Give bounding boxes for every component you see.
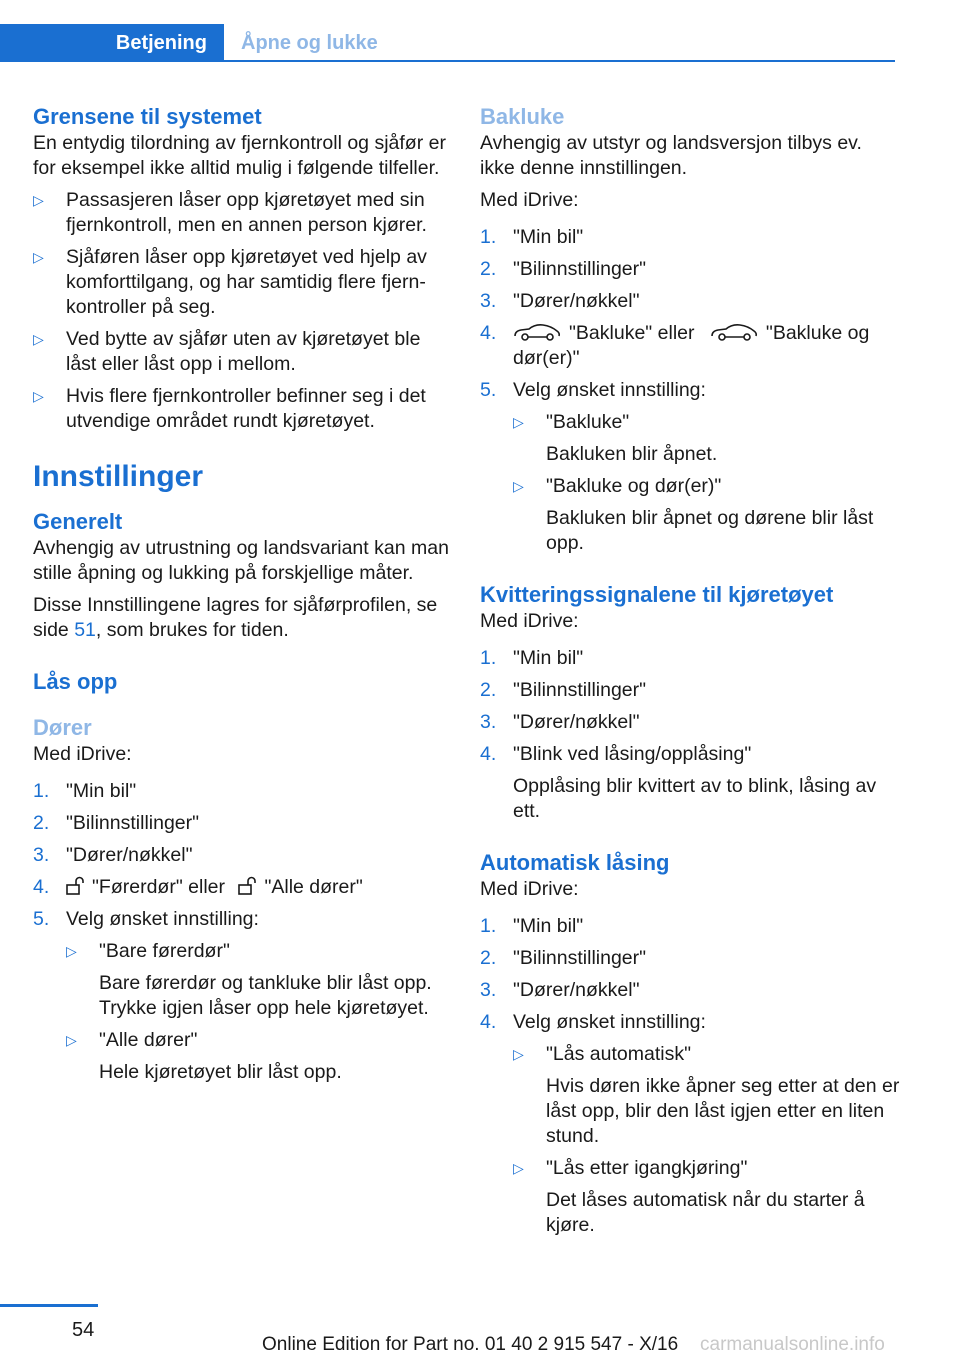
list-item: 2. "Bilinnstillinger" [480,947,647,969]
page-header [0,24,895,62]
bullet-icon: ▷ [513,414,524,430]
section-tab: Åpne og lukke [241,32,378,54]
list-item: 1. "Min bil" [480,915,584,937]
list-item: ▷ Hvis flere fjernkontroller befinner seg i det utvendige området rundt kjøretøyet. [33,385,426,432]
ack-heading: Kvitteringssignalene til kjøretøyet [480,582,834,607]
bullet-icon: ▷ [66,943,77,959]
list-item: 4. "Bakluke" eller "Bakluke og dør(er)" [480,322,870,369]
bullet-icon: ▷ [33,388,44,404]
list-item: ▷ Sjåføren låser opp kjøretøyet ved hjelp av komforttilgang, og har samtidig flere fjernkontroller på seg. [33,246,427,318]
tailgate-heading: Bakluke [480,104,565,129]
tailgate-idrive: Med iDrive: [480,189,579,211]
auto-intro: Med iDrive: [480,878,579,900]
auto-lock-heading: Automatisk låsing [480,850,670,875]
auto-options [513,1042,900,1238]
list-item: 1. "Min bil" [33,780,137,802]
header-rule [0,60,895,62]
left-column [33,103,453,1092]
tailgate-steps [480,225,900,556]
list-item: 4. Velg ønsket innstilling: [480,1011,706,1033]
limits-heading: Grensene til systemet [33,104,262,129]
list-item: 5. Velg ønsket innstilling: [480,379,706,401]
general-heading: Generelt [33,509,123,534]
list-item: ▷ "Bakluke" Bakluken blir åpnet. [513,411,718,465]
ack-intro: Med iDrive: [480,610,579,632]
list-item: 3. "Dører/nøkkel" [480,979,640,1001]
bullet-icon: ▷ [513,1160,524,1176]
edition-text: Online Edition for Part no. 01 40 2 915 547 - X/16 [262,1334,679,1355]
list-item: 1. "Min bil" [480,647,584,669]
list-item: ▷ "Alle dører" Hele kjøretøyet blir låst opp. [66,1029,342,1083]
ack-steps [480,646,900,824]
right-column [480,103,900,1245]
tailgate-options [513,410,900,556]
car-icon [710,322,758,342]
doors-heading: Dører [33,715,92,740]
settings-heading: Innstillinger [33,460,204,493]
tailgate-intro: Avhengig av utstyr og landsversjon tilbys ev. ikke denne innstillingen. [480,132,862,179]
list-item: 4. "Førerdør" eller "Alle dører" [33,876,363,898]
car-icon [513,322,561,342]
list-item: ▷ Passasjeren låser opp kjøretøyet med sin fjernkontroll, men en annen person kjører. [33,189,427,236]
footer-rule [0,1304,98,1307]
list-item: ▷ "Bakluke og dør(er)" Bakluken blir åpnet og dørene blir låst opp. [513,475,874,554]
list-item: ▷ Ved bytte av sjåfør uten av kjøretøyet ble låst eller låst opp i mellom. [33,328,421,375]
bullet-icon: ▷ [33,331,44,347]
list-item: 2. "Bilinnstillinger" [480,258,647,280]
list-item: ▷ "Lås automatisk" Hvis døren ikke åpner seg etter at den er låst opp, blir den låst igjen etter en liten stund. [513,1043,900,1147]
list-item: 3. "Dører/nøkkel" [33,844,193,866]
bullet-icon: ▷ [513,1046,524,1062]
page-link[interactable]: 51 [74,619,96,641]
list-item: 1. "Min bil" [480,226,584,248]
bullet-icon: ▷ [66,1032,77,1048]
bullet-icon: ▷ [513,478,524,494]
doors-intro: Med iDrive: [33,743,132,765]
limits-list [33,188,453,434]
list-item: 5. Velg ønsket innstilling: [33,908,259,930]
list-item: ▷ "Lås etter igangkjøring" Det låses automatisk når du starter å kjøre. [513,1157,865,1236]
bullet-icon: ▷ [33,192,44,208]
limits-intro: En entydig tilordning av fjernkontroll og sjåfør er for eksempel ikke alltid mulig i følgende tilfeller. [33,132,446,179]
unlock-heading: Lås opp [33,669,118,694]
doors-steps [33,779,453,1085]
bullet-icon: ▷ [33,249,44,265]
general-paragraph: Avhengig av utrustning og landsvariant kan man stille åpning og lukking på forskjellige måter. [33,537,449,584]
page-number: 54 [72,1319,95,1341]
list-item: ▷ "Bare førerdør" Bare førerdør og tankluke blir låst opp. Trykke igjen låser opp hele kjøretøyet. [66,940,432,1019]
list-item: 2. "Bilinnstillinger" [480,679,647,701]
list-item: 3. "Dører/nøkkel" [480,711,640,733]
doors-options [66,939,453,1085]
auto-steps [480,914,900,1238]
list-item: 3. "Dører/nøkkel" [480,290,640,312]
profile-paragraph: Disse Innstillingene lagres for sjåførprofilen, se side 51, som brukes for tiden. [33,594,438,641]
unlock-icon [66,876,84,896]
unlock-icon [238,876,256,896]
list-item: 4. "Blink ved låsing/opplåsing" Opplåsing blir kvittert av to blink, låsing av ett. [480,743,877,822]
chapter-tab: Betjening [0,24,224,62]
list-item: 2. "Bilinnstillinger" [33,812,200,834]
watermark: carmanualsonline.info [700,1334,885,1355]
